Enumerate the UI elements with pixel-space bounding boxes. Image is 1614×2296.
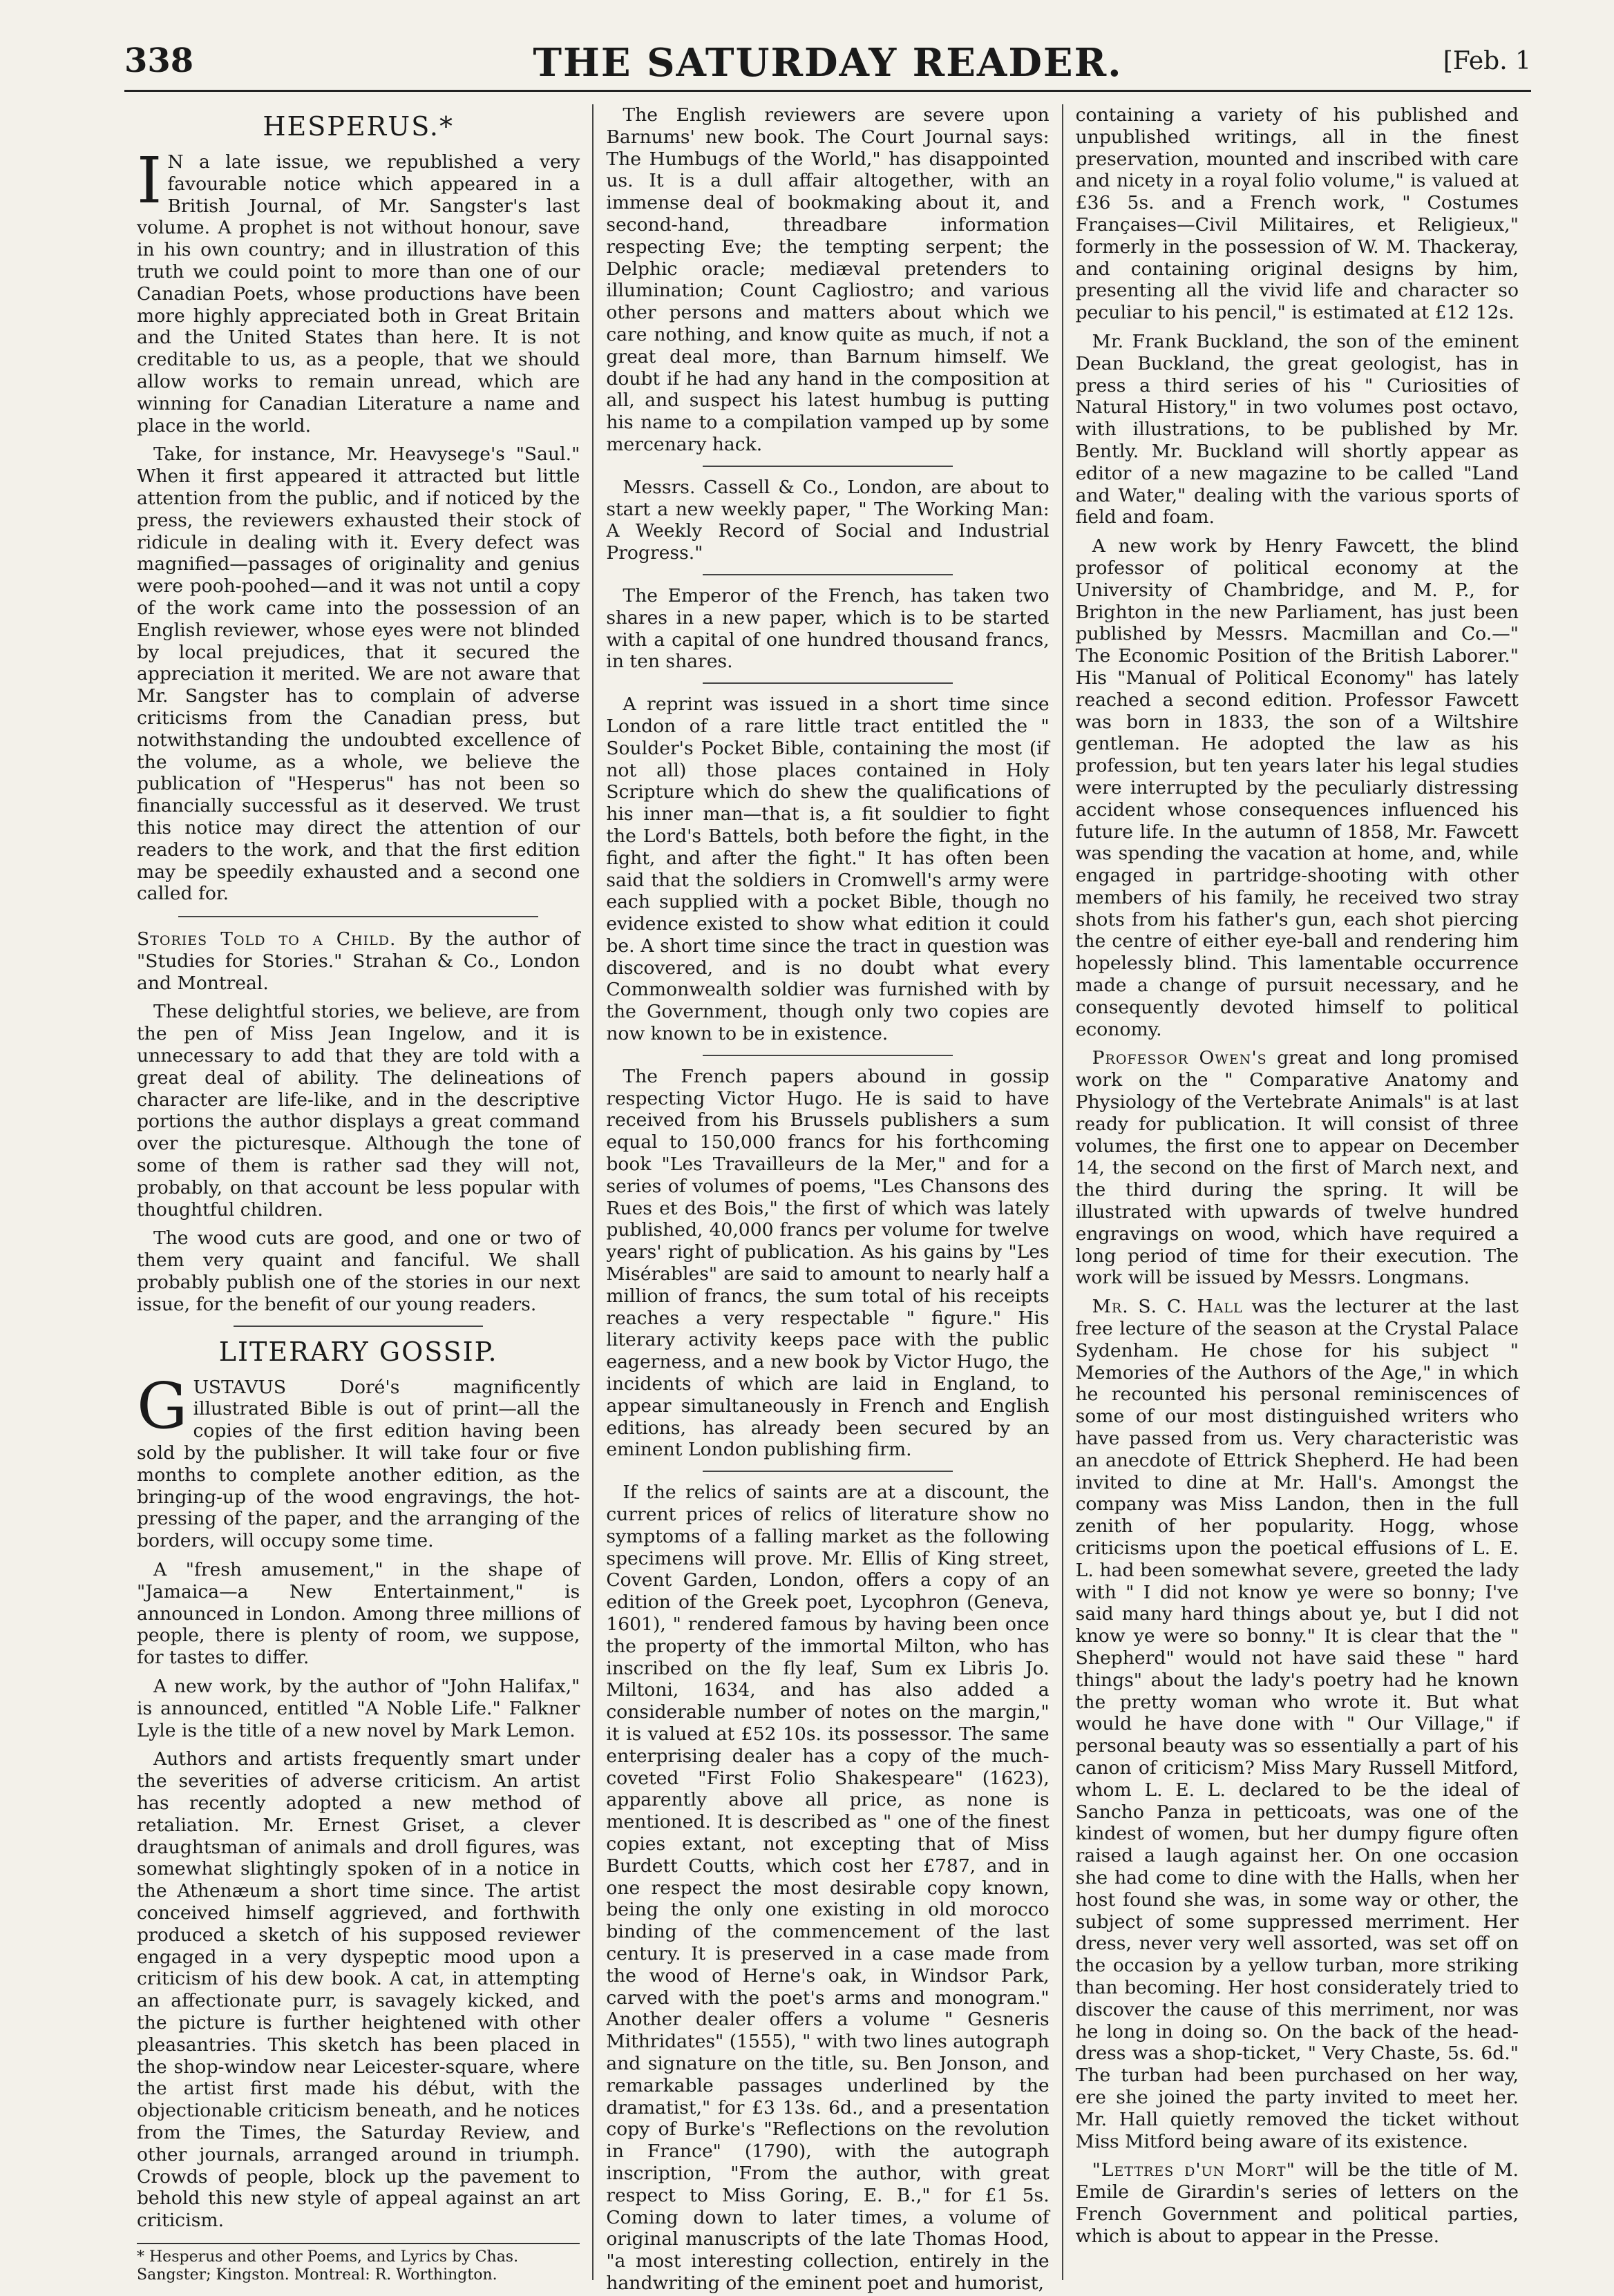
owen-heading: Professor Owen's <box>1092 1047 1267 1069</box>
gossip-paragraph-4: Authors and artists frequently smart under the severities of adverse criticism. An artist has recently adopted a new method of retaliation. Mr. Ernest Griset, a clever draughtsman of animals and droll figures, was somewhat slightingly spoken of in a notice in the Athenæum a short time since. The artist conceived himself aggrieved, and forthwith produced a sketch of his supposed reviewer engaged in a very dyspeptic mood upon a criticism of his dew book. A cat, in attempting an affectionate purr, is savagely kicked, and the picture is further heightened with other pleasantries. This sketch has been placed in the shop-window near Leicester-square, where the artist first made his début, with the objectionable criticism beneath, and he notices from the Times, the Saturday Review, and other journals, arranged around in triumph. Crowds of people, block up the pavement to behold this new style of appeal against an art criticism. <box>137 1748 580 2232</box>
col2-paragraph-5: The French papers abound in gossip respecting Victor Hugo. He is said to have received from his Brussels publishers a sum equal to 150,000 francs for his forthcoming book "Les Travailleurs de la Mer," and for a series of volumes of poems, "Les Chansons des Rues et des Bois," the first of which was lately published, 40,000 francs per volume for twelve years' right of publication. As his gains by "Les Misérables" are said to amount to nearly half a million of francs, the sum total of his receipts reaches a very respectable " figure." His literary activity keeps pace with the public eagerness, and a new book by Victor Hugo, the incidents of which are laid in England, to appear simultaneously in French and English editions, has already been secured by an eminent London publishing firm. <box>606 1065 1050 1461</box>
header-date: [Feb. 1 <box>1443 47 1531 75</box>
column-3 <box>1062 104 1531 2280</box>
page-number: 338 <box>124 41 194 80</box>
page-header <box>124 28 1531 92</box>
divider <box>178 916 538 917</box>
divider <box>703 1471 952 1472</box>
stories-paragraph-1-text: By the author of "Studies for Stories." Strahan & Co., London and Montreal. <box>137 928 580 994</box>
col3-paragraph-4-text: great and long promised work on the " Comparative Anatomy and Physiology of the Vertebrate Animals" is at last ready for publication. It will consist of three volumes, the first one to appear on December 14, the second on the first of March next, and the third during the spring. It will be illustrated with upwards of twelve hundred engravings on wood, which have required a long period of time for their execution. The work will be issued by Messrs. Longmans. <box>1075 1047 1519 1289</box>
lettres-heading: "Lettres d'un Mort" <box>1092 2159 1295 2181</box>
stories-paragraph-3: The wood cuts are good, and one or two of them very quaint and fanciful. We shall probably publish one of the stories in our next issue, for the benefit of our young readers. <box>137 1227 580 1315</box>
col3-paragraph-6 <box>1076 2159 1519 2247</box>
divider <box>703 1055 952 1056</box>
footnote: * Hesperus and other Poems, and Lyrics by Chas. Sangster; Kingston. Montreal: R. Worthington. <box>137 2243 580 2284</box>
gossip-paragraph-1 <box>137 1368 580 1552</box>
col2-paragraph-1: The English reviewers are severe upon Barnums' new book. The Court Journal says: The Humbugs of the World," has disappointed us. It is a dull affair altogether, with an immense deal of bookmaking about it, and second-hand, threadbare information respecting Eve; the tempting serpent; the Delphic oracle; mediæval pretenders to illumination; Count Cagliostro; and various other persons and matters about which we care nothing, and know quite as much, if not a great deal more, than Barnum himself. We doubt if he had any hand in the composition at all, and suspect his latest humbug is putting his name to a compilation vamped up by some mercenary hack. <box>606 104 1050 455</box>
hesperus-paragraph-1 <box>137 144 580 437</box>
col3-paragraph-4 <box>1076 1047 1519 1289</box>
stories-paragraph-2: These delightful stories, we believe, are from the pen of Miss Jean Ingelow, and it is unnecessary to add that they are told with a great deal of ability. The delineations of character are life-like, and in the descriptive portions the author displays a great command over the picturesque. Although the tone of some of them is rather sad they will not, probably, on that account be less popular with thoughtful children. <box>137 1001 580 1221</box>
hesperus-title: HESPERUS.* <box>263 111 454 142</box>
col3-paragraph-5-text: was the lecturer at the last free lecture of the season at the Crystal Palace Sydenham. He chose for his subject " Memories of the Authors of the Age," in which he recounted his personal reminiscences of some of our most distinguished writers who have passed from us. Very characteristic was an anecdote of Ettrick Shepherd. He had been invited to dine at Mr. Hall's. Amongst the company was Miss Landon, then in the full zenith of her popularity. Hogg, whose criticisms upon the poetical effusions of L. E. L. had been somewhat severe, greeted the lady with " I did not know ye were so bonny; I've said many hard things about ye, but I did not know ye were so bonny." It is clear that the " Shepherd" would not have said these " hard things" about the lady's poetry had he known the pretty woman who wrote it. But what would he have done with " Our Village," if personal beauty was so essentially a part of his canon of criticism? Miss Mary Russell Mitford, whom L. E. L. declared to be the ideal of Sancho Panza in petticoats, was one of the kindest of women, but her dumpy figure often raised a laugh against her. On one occasion she had come to dine with the Halls, when her host found she was, in some way or other, the subject of some suppressed merriment. Her dress, never very well assorted, was set off on the occasion by a yellow turban, more striking than becoming. Her host considerately tried to discover the cause of this merriment, nor was he long in doing so. On the back of the head-dress was a shop-ticket, " Very Chaste, 5s. 6d." The turban had been purchased on her way, ere she joined the party invited to meet her. Mr. Hall quietly removed the ticket without Miss Mitford being aware of its existence. <box>1075 1296 1519 2152</box>
divider <box>234 1326 483 1327</box>
hesperus-paragraph-2: Take, for instance, Mr. Heavysege's "Saul." When it first appeared it attracted but little attention from the public, and if noticed by the press, the reviewers exhausted their stock of ridicule in dealing with it. Every defect was magnified—passages of originality and genius were pooh-poohed—and it was not until a copy of the work came into the possession of an English reviewer, whose eyes were not blinded by local prejudices, that it secured the appreciation it merited. We are not aware that Mr. Sangster has to complain of adverse criticisms from the Canadian press, but notwithstanding the undoubted excellence of the volume, as a whole, we believe the publication of "Hesperus" has not been so financially successful as it deserved. We trust this notice may direct the attention of our readers to the work, and that the first edition may be speedily exhausted and a second one called for. <box>137 443 580 905</box>
drop-cap: I <box>137 144 162 218</box>
running-title: THE SATURDAY READER. <box>533 40 1123 86</box>
divider <box>703 682 952 684</box>
col2-paragraph-4: A reprint was issued in a short time since London of a rare little tract entitled the " Soulder's Pocket Bible, containing the most (if not all) those places contained in Holy Scripture which do shew the qualifications of his inner man—that is, a fit souldier to fight the Lord's Battels, both before the fight, in the fight, and after the fight." It has often been said that the soldiers in Cromwell's army were each supplied with a pocket Bible, though no evidence existed to show what edition it could be. A short time since the tract in question was discovered, and is no doubt what every Commonwealth soldier was furnished with by the Government, though only two copies are now known to be in existence. <box>606 693 1050 1045</box>
col2-paragraph-6: If the relics of saints are at a discount, the current prices of relics of literature show no symptoms of a falling market as the following specimens will prove. Mr. Ellis of King street, Covent Garden, London, offers a copy of an edition of the Greek poet, Lycophron (Geneva, 1601), " rendered famous by having been once the property of the immortal Milton, who has inscribed on the fly leaf, Sum ex Libris Jo. Miltoni, 1634, and has also added a considerable number of notes on the margin," it is valued at £52 10s. its possessor. The same enterprising dealer has a copy of the much-coveted "First Folio Shakespeare" (1623), apparently above all price, as none is mentioned. It is described as " one of the finest copies extant, not excepting that of Miss Burdett Coutts, which cost her £787, and in one respect the most desirable copy known, being the only one existing in old morocco binding of the commencement of the last century. It is preserved in a case made from the wood of Herne's oak, in Windsor Park, carved with the poet's arms and monogram." Another dealer offers a volume " Gesneris Mithridates" (1555), " with two lines autograph and signature on the title, su. Ben Jonson, and remarkable passages underlined by the dramatist," for £3 13s. 6d., and a presentation copy of Burke's "Reflections on the revolution in France" (1790), with the autograph inscription, "From the author, with great respect to Miss Goring, E. B.," for £1 5s. Coming down to later times, a volume of original manuscripts of the late Thomas Hood, "a most interesting collection, entirely in the handwriting of the eminent poet and humorist, <box>606 1482 1050 2294</box>
stories-paragraph-1 <box>137 928 580 994</box>
col2-paragraph-2: Messrs. Cassell & Co., London, are about to start a new weekly paper, " The Working Man: A Weekly Record of Social and Industrial Progress." <box>606 476 1050 564</box>
col3-paragraph-3: A new work by Henry Fawcett, the blind professor of political economy at the University of Chambridge, and M. P., for Brighton in the new Parliament, has just been published by Messrs. Macmillan and Co.—" The Economic Position of the British Laborer." His "Manual of Political Economy" has lately reached a second edition. Professor Fawcett was born in 1833, the son of a Wiltshire gentleman. He adopted the law as his profession, but ten years later his legal studies were interrupted by the peculiarly distressing accident whose consequences influenced his future life. In the autumn of 1858, Mr. Fawcett was spending the vacation at home, and, while engaged in partridge-shooting with other members of his family, he received two stray shots from his father's gun, each shot piercing the centre of either eye-ball and rendering him hopelessly blind. This lamentable occurrence made a change of pursuit necessary, and he consequently devoted himself to political economy. <box>1075 535 1519 1040</box>
gossip-paragraph-1-text: USTAVUS Doré's magnificently illustrated Bible is out of print—all the copies of the first edition having been sold by the publisher. It will take four or five months to complete another edition, as the bringing-up of the wood engravings, the hot-pressing of the paper, and the arranging of the borders, will occupy some time. <box>137 1376 580 1552</box>
column-1 <box>124 104 592 2284</box>
column-2 <box>592 104 1061 2294</box>
hesperus-paragraph-1-text: N a late issue, we republished a very favourable notice which appeared in a British Journal, of Mr. Sangster's last volume. A prophet is not without honour, save in his own country; and in illustration of this truth we could point to more than one of our Canadian Poets, whose productions have been more highly appreciated both in Great Britain and the United States than here. It is not creditable to us, as a people, that we should allow works to remain unread, which are winning for Canadian Literature a name and place in the world. <box>137 151 580 437</box>
col3-paragraph-5 <box>1076 1296 1519 2152</box>
drop-cap: G <box>137 1368 188 1443</box>
gossip-paragraph-3: A new work, by the author of "John Halifax," is announced, entitled "A Noble Life." Falkner Lyle is the title of a new novel by Mark Lemon. <box>137 1676 580 1741</box>
hall-heading: Mr. S. C. Hall <box>1092 1296 1243 1318</box>
col3-paragraph-1: containing a variety of his published and unpublished writings, all in the finest preservation, mounted and inscribed with care and nicety in a royal folio volume," is valued at £36 5s. and a French work, " Costumes Françaises—Civil Militaires, et Religieux," formerly in the possession of W. M. Thackeray, and containing original designs by him, presenting all the vivid life and character so peculiar to his pencil," is estimated at £12 12s. <box>1075 104 1519 324</box>
divider <box>703 466 952 467</box>
col3-paragraph-2: Mr. Frank Buckland, the son of the eminent Dean Buckland, the great geologist, has in press a third series of his " Curiosities of Natural History," in two volumes post octavo, with illustrations, to be published by Mr. Bently. Mr. Buckland will shortly appear as editor of a new magazine to be called "Land and Water," dealing with the various sports of field and foam. <box>1075 330 1519 528</box>
stories-heading: Stories Told to a Child. <box>137 928 397 950</box>
literary-gossip-title: LITERARY GOSSIP. <box>218 1336 498 1367</box>
columns <box>124 104 1531 2294</box>
col3-paragraph-6-text: will be the title of M. Emile de Girardin's series of letters on the French Government and political parties, which is about to appear in the Presse. <box>1075 2159 1519 2247</box>
divider <box>703 574 952 575</box>
col2-paragraph-3: The Emperor of the French, has taken two shares in a new paper, which is to be started with a capital of one hundred thousand francs, in ten shares. <box>606 584 1050 673</box>
gossip-paragraph-2: A "fresh amusement," in the shape of "Jamaica—a New Entertainment," is announced in London. Among three millions of people, there is plenty of room, we suppose, for tastes to differ. <box>137 1559 580 1669</box>
